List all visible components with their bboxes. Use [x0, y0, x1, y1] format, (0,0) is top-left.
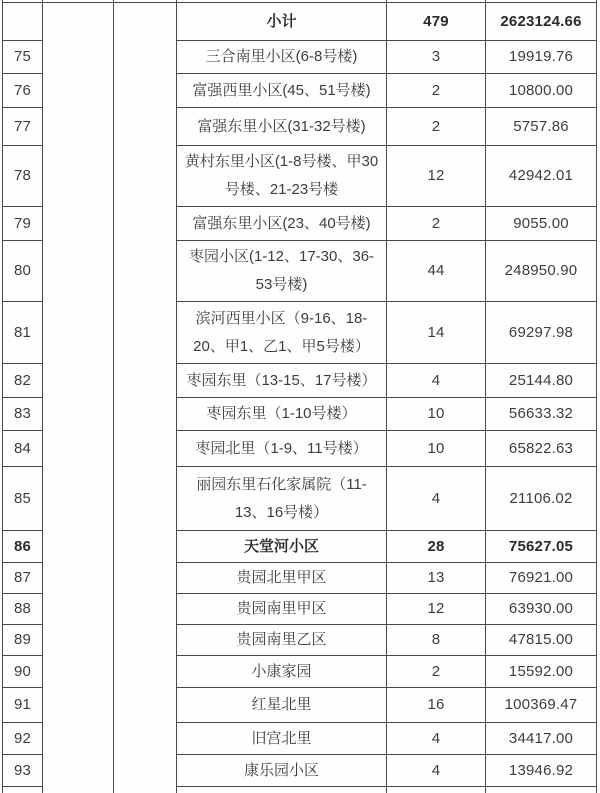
- row-number-cell: 76: [3, 74, 43, 108]
- amount-cell: 69297.98: [486, 302, 597, 364]
- count-cell: 8: [387, 625, 486, 656]
- community-name-cell: 富强东里小区(31-32号楼): [177, 108, 387, 146]
- amount-cell: 65822.63: [486, 431, 597, 467]
- count-cell: 13: [387, 563, 486, 594]
- amount-cell: 42942.01: [486, 146, 597, 207]
- community-name-cell: 贵园南里乙区: [177, 625, 387, 656]
- community-name-cell: 富强西里小区(45、51号楼): [177, 74, 387, 108]
- count-cell: 10: [387, 431, 486, 467]
- data-table: [2, 0, 597, 793]
- amount-cell: 10800.00: [486, 74, 597, 108]
- community-name-cell: 枣园小区(1-12、17-30、36-53号楼): [177, 241, 387, 302]
- amount-cell: 63930.00: [486, 594, 597, 625]
- district-merged-cell: [43, 3, 114, 793]
- amount-cell: 5757.86: [486, 108, 597, 146]
- community-name-cell: 红星北里: [177, 688, 387, 723]
- row-number-cell: 90: [3, 656, 43, 688]
- row-number-cell: 84: [3, 431, 43, 467]
- count-cell: 10: [387, 398, 486, 431]
- count-cell: 3: [387, 41, 486, 74]
- row-number-cell: 79: [3, 207, 43, 241]
- row-number-cell: 89: [3, 625, 43, 656]
- count-cell: 12: [387, 594, 486, 625]
- row-number-cell: 83: [3, 398, 43, 431]
- row-number-cell: 91: [3, 688, 43, 723]
- row-number-cell: 85: [3, 467, 43, 531]
- amount-cell: 47815.00: [486, 625, 597, 656]
- row-number-cell: 78: [3, 146, 43, 207]
- community-name-cell: 黄村东里小区(1-8号楼、甲30号楼、21-23号楼: [177, 146, 387, 207]
- count-cell: 12: [387, 146, 486, 207]
- amount-cell: 75627.05: [486, 531, 597, 563]
- count-cell: 2: [387, 108, 486, 146]
- count-cell: 2: [387, 656, 486, 688]
- row-number-cell: 88: [3, 594, 43, 625]
- community-name-cell: 滨河西里小区（9-16、18-20、甲1、乙1、甲5号楼）: [177, 302, 387, 364]
- count-cell: 4: [387, 364, 486, 398]
- subtotal-row: [3, 3, 597, 41]
- amount-cell: 21106.02: [486, 467, 597, 531]
- amount-cell: 13946.92: [486, 755, 597, 787]
- empty-cell: [177, 787, 387, 793]
- count-cell: 4: [387, 467, 486, 531]
- community-name-cell: 三合南里小区(6-8号楼): [177, 41, 387, 74]
- count-cell: 44: [387, 241, 486, 302]
- row-number-cell: 92: [3, 723, 43, 755]
- amount-cell: 76921.00: [486, 563, 597, 594]
- community-name-cell: 旧宫北里: [177, 723, 387, 755]
- empty-cell: [387, 787, 486, 793]
- row-number-cell: 81: [3, 302, 43, 364]
- count-cell: 14: [387, 302, 486, 364]
- amount-cell: 15592.00: [486, 656, 597, 688]
- subtotal-label: 小计: [177, 3, 387, 41]
- count-cell: 2: [387, 207, 486, 241]
- row-number-cell: 80: [3, 241, 43, 302]
- amount-cell: 100369.47: [486, 688, 597, 723]
- community-name-cell: 枣园东里（13-15、17号楼）: [177, 364, 387, 398]
- empty-cell: [3, 787, 43, 793]
- count-cell: 2: [387, 74, 486, 108]
- amount-cell: 34417.00: [486, 723, 597, 755]
- count-cell: 4: [387, 755, 486, 787]
- row-number-cell: 87: [3, 563, 43, 594]
- community-name-cell: 富强东里小区(23、40号楼): [177, 207, 387, 241]
- amount-cell: 19919.76: [486, 41, 597, 74]
- community-name-cell: 贵园北里甲区: [177, 563, 387, 594]
- amount-cell: 25144.80: [486, 364, 597, 398]
- amount-cell: 248950.90: [486, 241, 597, 302]
- row-number-cell: [3, 3, 43, 41]
- community-name-cell: 丽园东里石化家属院（11-13、16号楼）: [177, 467, 387, 531]
- row-number-cell: 93: [3, 755, 43, 787]
- row-number-cell: 82: [3, 364, 43, 398]
- count-cell: 4: [387, 723, 486, 755]
- subdistrict-merged-cell: [114, 3, 177, 793]
- row-number-cell: 86: [3, 531, 43, 563]
- community-name-cell: 枣园东里（1-10号楼）: [177, 398, 387, 431]
- community-name-cell: 贵园南里甲区: [177, 594, 387, 625]
- amount-cell: 9055.00: [486, 207, 597, 241]
- empty-cell: [486, 787, 597, 793]
- count-cell: 479: [387, 3, 486, 41]
- community-name-cell: 小康家园: [177, 656, 387, 688]
- community-name-cell: 枣园北里（1-9、11号楼）: [177, 431, 387, 467]
- amount-cell: 2623124.66: [486, 3, 597, 41]
- amount-cell: 56633.32: [486, 398, 597, 431]
- community-name-cell: 天堂河小区: [177, 531, 387, 563]
- row-number-cell: 77: [3, 108, 43, 146]
- row-number-cell: 75: [3, 41, 43, 74]
- count-cell: 16: [387, 688, 486, 723]
- count-cell: 28: [387, 531, 486, 563]
- community-name-cell: 康乐园小区: [177, 755, 387, 787]
